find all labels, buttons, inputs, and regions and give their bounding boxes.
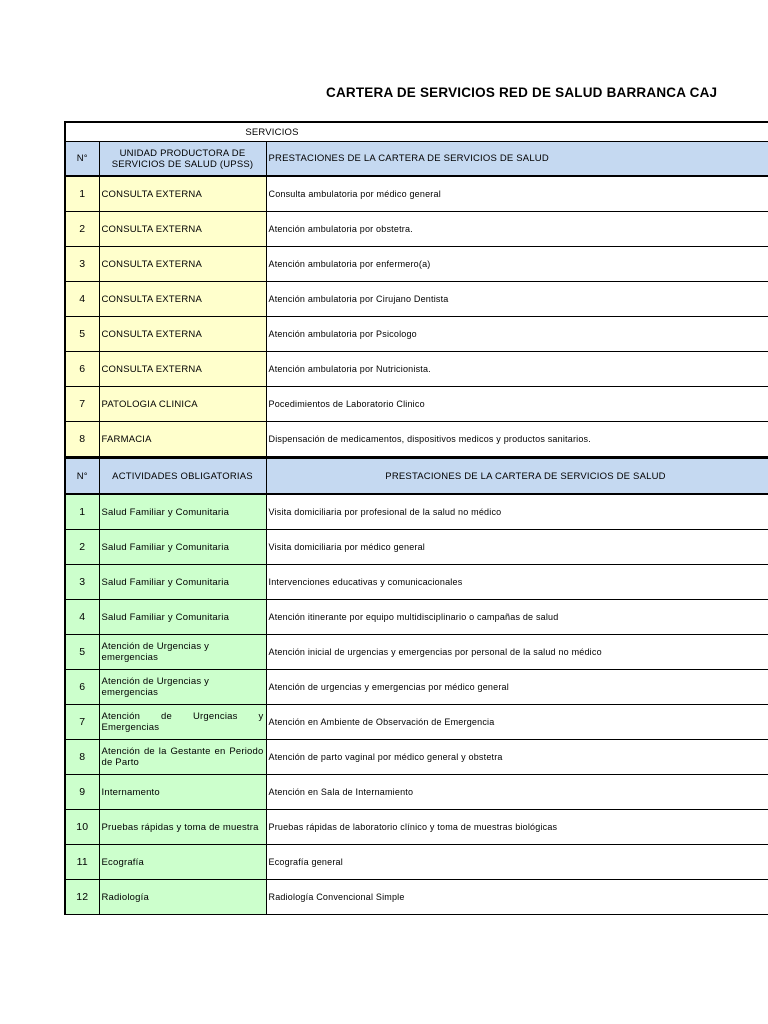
row-prestacion: Atención ambulatoria por enfermero(a) — [266, 247, 768, 282]
row-number: 11 — [65, 845, 99, 880]
servicios-label: SERVICIOS — [245, 126, 299, 138]
table-row — [65, 176, 768, 212]
row-number: 7 — [65, 705, 99, 740]
header-num: N° — [65, 142, 99, 177]
row-number: 12 — [65, 880, 99, 915]
row-prestacion: Atención ambulatoria por obstetra. — [266, 212, 768, 247]
table-row — [65, 705, 768, 740]
row-prestacion: Atención de parto vaginal por médico general y obstetra — [266, 740, 768, 775]
row-prestacion: Dispensación de medicamentos, dispositivos medicos y productos sanitarios. — [266, 422, 768, 458]
services-sheet — [64, 121, 768, 944]
row-prestacion: Atención inicial de urgencias y emergencias por personal de la salud no médico — [266, 635, 768, 670]
table-row — [65, 845, 768, 880]
row-actividad: Atención de Urgencias y emergencias — [99, 670, 266, 705]
row-number: 8 — [65, 422, 99, 458]
table-row — [65, 775, 768, 810]
header-upss: UNIDAD PRODUCTORA DE SERVICIOS DE SALUD (UPSS) — [99, 142, 266, 177]
row-actividad: Atención de la Gestante en Periodo de Parto — [99, 740, 266, 775]
row-number: 3 — [65, 565, 99, 600]
row-number: 1 — [65, 176, 99, 212]
header-prestaciones: PRESTACIONES DE LA CARTERA DE SERVICIOS DE SALUD — [266, 142, 768, 177]
row-prestacion: Atención itinerante por equipo multidisciplinario o campañas de salud — [266, 600, 768, 635]
table-row — [65, 317, 768, 352]
table2-header-row — [65, 458, 768, 495]
row-actividad: Salud Familiar y Comunitaria — [99, 565, 266, 600]
row-actividad: Ecografía — [99, 845, 266, 880]
table-row — [65, 880, 768, 915]
servicios-cell — [65, 122, 768, 142]
row-prestacion: Visita domiciliaria por profesional de la salud no médico — [266, 494, 768, 530]
row-number: 5 — [65, 317, 99, 352]
row-prestacion: Atención en Sala de Internamiento — [266, 775, 768, 810]
table-row — [65, 565, 768, 600]
row-number: 8 — [65, 740, 99, 775]
table-row — [65, 387, 768, 422]
row-actividad: Atención de Urgencias y Emergencias — [99, 705, 266, 740]
row-actividad: Salud Familiar y Comunitaria — [99, 494, 266, 530]
row-prestacion: Atención ambulatoria por Psicologo — [266, 317, 768, 352]
table-row — [65, 530, 768, 565]
row-prestacion: Radiología Convencional Simple — [266, 880, 768, 915]
row-number: 6 — [65, 670, 99, 705]
table-row — [65, 247, 768, 282]
row-upss: CONSULTA EXTERNA — [99, 212, 266, 247]
table-row — [65, 670, 768, 705]
row-actividad: Pruebas rápidas y toma de muestra — [99, 810, 266, 845]
row-number: 10 — [65, 810, 99, 845]
row-number: 4 — [65, 282, 99, 317]
row-prestacion: Atención ambulatoria por Nutricionista. — [266, 352, 768, 387]
table-row — [65, 212, 768, 247]
row-number: 7 — [65, 387, 99, 422]
row-prestacion: Ecografía general — [266, 845, 768, 880]
row-number: 5 — [65, 635, 99, 670]
row-number: 2 — [65, 530, 99, 565]
row-upss: CONSULTA EXTERNA — [99, 317, 266, 352]
header-num: N° — [65, 458, 99, 495]
row-actividad: Radiología — [99, 880, 266, 915]
row-actividad: Salud Familiar y Comunitaria — [99, 600, 266, 635]
row-number: 9 — [65, 775, 99, 810]
table-row — [65, 282, 768, 317]
row-number: 4 — [65, 600, 99, 635]
row-upss: CONSULTA EXTERNA — [99, 247, 266, 282]
row-upss: FARMACIA — [99, 422, 266, 458]
row-prestacion: Atención en Ambiente de Observación de Emergencia — [266, 705, 768, 740]
servicios-row — [65, 122, 768, 142]
row-actividad: Atención de Urgencias y emergencias — [99, 635, 266, 670]
row-number: 1 — [65, 494, 99, 530]
services-table — [64, 121, 768, 915]
table-row — [65, 422, 768, 458]
table-row — [65, 494, 768, 530]
row-prestacion: Visita domiciliaria por médico general — [266, 530, 768, 565]
row-upss: CONSULTA EXTERNA — [99, 176, 266, 212]
table-row — [65, 352, 768, 387]
row-prestacion: Atención ambulatoria por Cirujano Dentista — [266, 282, 768, 317]
row-upss: CONSULTA EXTERNA — [99, 352, 266, 387]
row-prestacion: Pocedimientos de Laboratorio Clinico — [266, 387, 768, 422]
page-title: CARTERA DE SERVICIOS RED DE SALUD BARRANCA CAJ — [326, 85, 718, 100]
row-prestacion: Pruebas rápidas de laboratorio clínico y toma de muestras biológicas — [266, 810, 768, 845]
table1-header-row — [65, 142, 768, 177]
row-number: 6 — [65, 352, 99, 387]
row-upss: PATOLOGIA CLINICA — [99, 387, 266, 422]
row-prestacion: Intervenciones educativas y comunicacionales — [266, 565, 768, 600]
row-actividad: Salud Familiar y Comunitaria — [99, 530, 266, 565]
row-number: 3 — [65, 247, 99, 282]
row-upss: CONSULTA EXTERNA — [99, 282, 266, 317]
row-prestacion: Consulta ambulatoria por médico general — [266, 176, 768, 212]
row-actividad: Internamento — [99, 775, 266, 810]
table-row — [65, 740, 768, 775]
table-row — [65, 600, 768, 635]
row-prestacion: Atención de urgencias y emergencias por médico general — [266, 670, 768, 705]
table-row — [65, 635, 768, 670]
table-row — [65, 810, 768, 845]
row-number: 2 — [65, 212, 99, 247]
header-actividades: ACTIVIDADES OBLIGATORIAS — [99, 458, 266, 495]
header-prestaciones: PRESTACIONES DE LA CARTERA DE SERVICIOS DE SALUD — [266, 458, 768, 495]
